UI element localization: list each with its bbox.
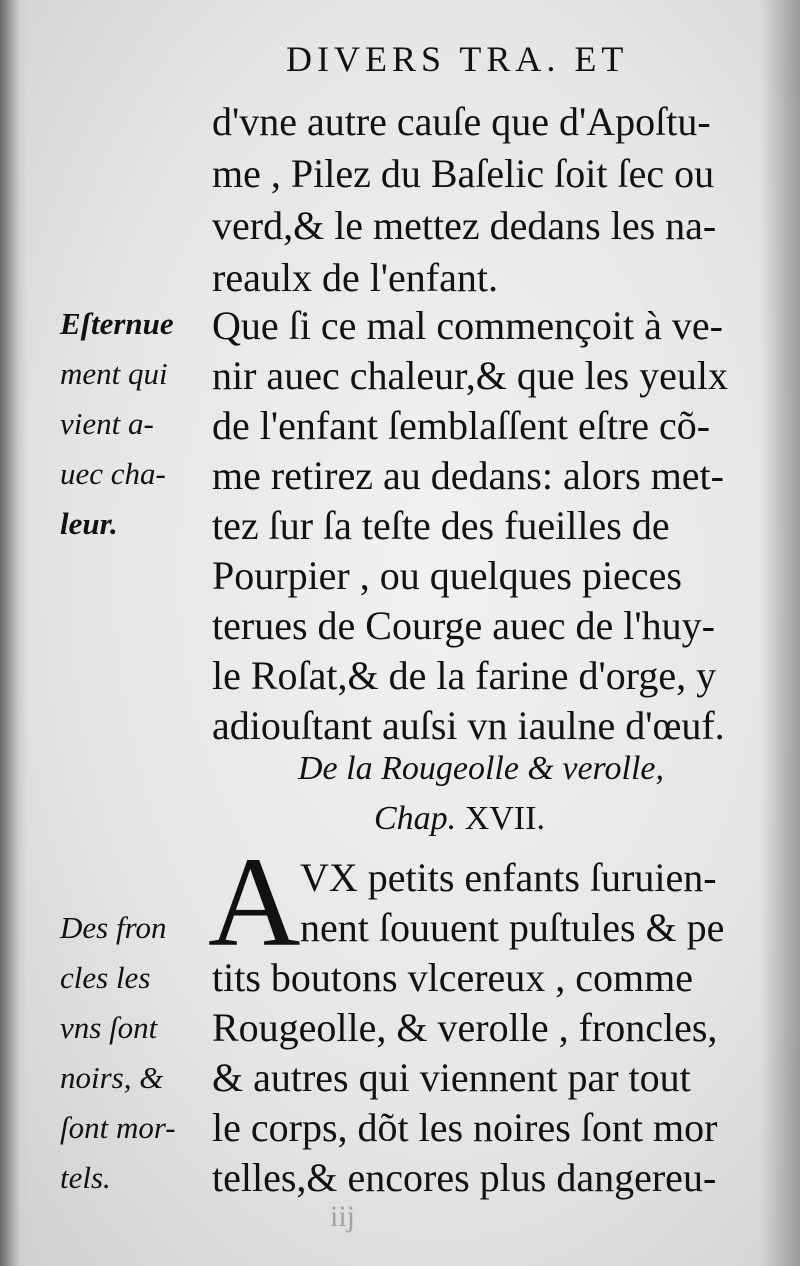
page-edge-shadow: [760, 0, 800, 1266]
chapter-label: Chap.: [374, 800, 457, 837]
text-line: & autres qui viennent par tout: [212, 1055, 691, 1100]
page-gutter-shadow: [0, 0, 28, 1266]
text-line: d'vne autre cauſe que d'Apoſtu-: [212, 99, 711, 144]
text-line: terues de Courge auec de l'huy-: [212, 603, 715, 648]
margin-note-line: tels.: [60, 1160, 111, 1195]
margin-note-line: vient a-: [60, 406, 154, 441]
text-line: reaulx de l'enfant.: [212, 255, 498, 300]
signature-mark: iij: [330, 1200, 356, 1233]
text-line: le corps, dõt les noires ſont mor: [212, 1105, 718, 1150]
text-line: telles,& encores plus dangereu-: [212, 1155, 717, 1200]
text-line: adiouſtant auſsi vn iaulne d'œuf.: [212, 703, 725, 748]
text-line: VX petits enfants ſuruien-: [300, 855, 717, 900]
margin-note-line: ſont mor-: [60, 1110, 176, 1145]
text-line: me retirez au dedans: alors met-: [212, 453, 724, 498]
text-line: Pourpier , ou quelques pieces: [212, 553, 682, 598]
margin-note-line: Des fron: [60, 910, 167, 945]
margin-note-line: noirs, &: [60, 1060, 164, 1095]
text-line: Que ſi ce mal commençoit à ve-: [212, 303, 723, 348]
text-line: Rougeolle, & verolle , froncles,: [212, 1005, 718, 1050]
text-line: de l'enfant ſemblaſſent eſtre cõ-: [212, 403, 711, 448]
text-line: nir auec chaleur,& que les yeulx: [212, 353, 728, 398]
margin-note-line: cles les: [60, 960, 151, 995]
text-line: le Roſat,& de la farine d'orge, y: [212, 653, 717, 698]
chapter-numeral: XVII.: [464, 800, 545, 837]
text-line: nent ſouuent puſtules & pe: [300, 905, 725, 950]
margin-note-line: Eſternue: [60, 306, 174, 341]
margin-note-line: leur.: [60, 506, 118, 541]
running-head: DIVERS TRA. ET: [286, 39, 629, 79]
text-line: tez ſur ſa teſte des fueilles de: [212, 503, 670, 548]
margin-note-line: uec cha-: [60, 456, 166, 491]
drop-cap: A: [208, 831, 301, 973]
chapter-number: [374, 800, 545, 838]
margin-note-line: vns ſont: [60, 1010, 158, 1045]
text-line: me , Pilez du Baſelic ſoit ſec ou: [212, 151, 715, 196]
chapter-title: De la Rougeolle & verolle,: [298, 750, 665, 787]
margin-note-line: ment qui: [60, 356, 168, 391]
text-line: tits boutons vlcereux , comme: [212, 955, 694, 1000]
text-line: verd,& le mettez dedans les na-: [212, 203, 717, 248]
